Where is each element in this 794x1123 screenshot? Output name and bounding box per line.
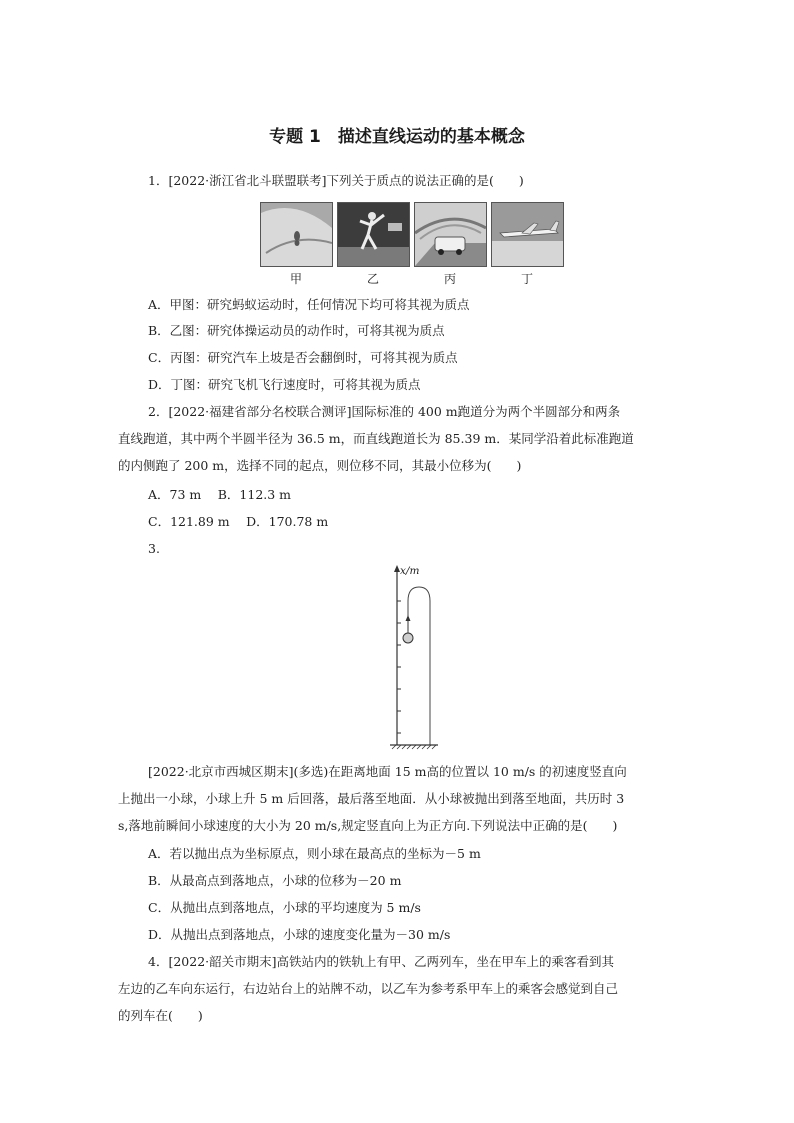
q3-stem-line-2: 上抛出一小球，小球上升 5 m 后回落，最后落至地面．从小球被抛出到落至地面，共历时 3	[118, 791, 625, 806]
page-title: 专题 1 描述直线运动的基本概念	[269, 127, 525, 147]
q1-image-car	[414, 202, 487, 267]
q4-stem-line-3: 的列车在( )	[118, 1008, 203, 1023]
q2-stem-line-3: 的内侧跑了 200 m，选择不同的起点，则位移不同，其最小位移为( )	[118, 458, 522, 473]
q1-image-ant	[260, 202, 333, 267]
q2-stem-line-1: 2．[2022·福建省部分名校联合测评]国际标准的 400 m跑道分为两个半圆部分和两条	[148, 404, 621, 419]
q2-options-row-2: C．121.89 m D．170.78 m	[148, 514, 329, 529]
q1-caption-jia: 甲	[289, 272, 302, 286]
q3-option-d: D．从抛出点到落地点，小球的速度变化量为－30 m/s	[148, 927, 451, 942]
q1-option-a: A．甲图：研究蚂蚁运动时，任何情况下均可将其视为质点	[148, 297, 470, 312]
q1-caption-yi: 乙	[366, 272, 379, 286]
q1-option-b: B．乙图：研究体操运动员的动作时，可将其视为质点	[148, 323, 445, 338]
q2-stem-line-2: 直线跑道，其中两个半圆半径为 36.5 m，而直线跑道长为 85.39 m．某同学沿着此标准跑道	[118, 431, 634, 446]
q3-axis-label: x/m	[400, 565, 420, 577]
q1-option-c: C．丙图：研究汽车上坡是否会翻倒时，可将其视为质点	[148, 350, 458, 365]
q3-option-c: C．从抛出点到落地点，小球的平均速度为 5 m/s	[148, 900, 421, 915]
q3-option-a: A．若以抛出点为坐标原点，则小球在最高点的坐标为－5 m	[148, 846, 481, 861]
q1-caption-ding: 丁	[520, 272, 533, 286]
q4-stem-line-2: 左边的乙车向东运行，右边站台上的站牌不动，以乙车为参考系甲车上的乘客会感觉到自己	[118, 981, 619, 996]
q3-figure	[370, 565, 470, 750]
q1-option-d: D．丁图：研究飞机飞行速度时，可将其视为质点	[148, 377, 421, 392]
q4-stem-line-1: 4．[2022·韶关市期末]高铁站内的铁轨上有甲、乙两列车，坐在甲车上的乘客看到其	[148, 954, 614, 969]
q1-figure-strip	[260, 202, 562, 266]
q3-stem-line-3: s,落地前瞬间小球速度的大小为 20 m/s,规定竖直向上为正方向.下列说法中正确的是( )	[118, 818, 618, 833]
q3-option-b: B．从最高点到落地点，小球的位移为－20 m	[148, 873, 402, 888]
q1-caption-bing: 丙	[443, 272, 456, 286]
q1-image-gymnast	[337, 202, 410, 267]
q1-image-airplane	[491, 202, 564, 267]
q2-options-row-1: A．73 m B．112.3 m	[148, 487, 292, 502]
q1-stem: 1．[2022·浙江省北斗联盟联考]下列关于质点的说法正确的是( )	[148, 173, 524, 188]
q3-stem-line-1: [2022·北京市西城区期末](多选)在距离地面 15 m高的位置以 10 m/s 的初速度竖直向	[148, 764, 627, 779]
q3-number: 3.	[148, 541, 160, 556]
